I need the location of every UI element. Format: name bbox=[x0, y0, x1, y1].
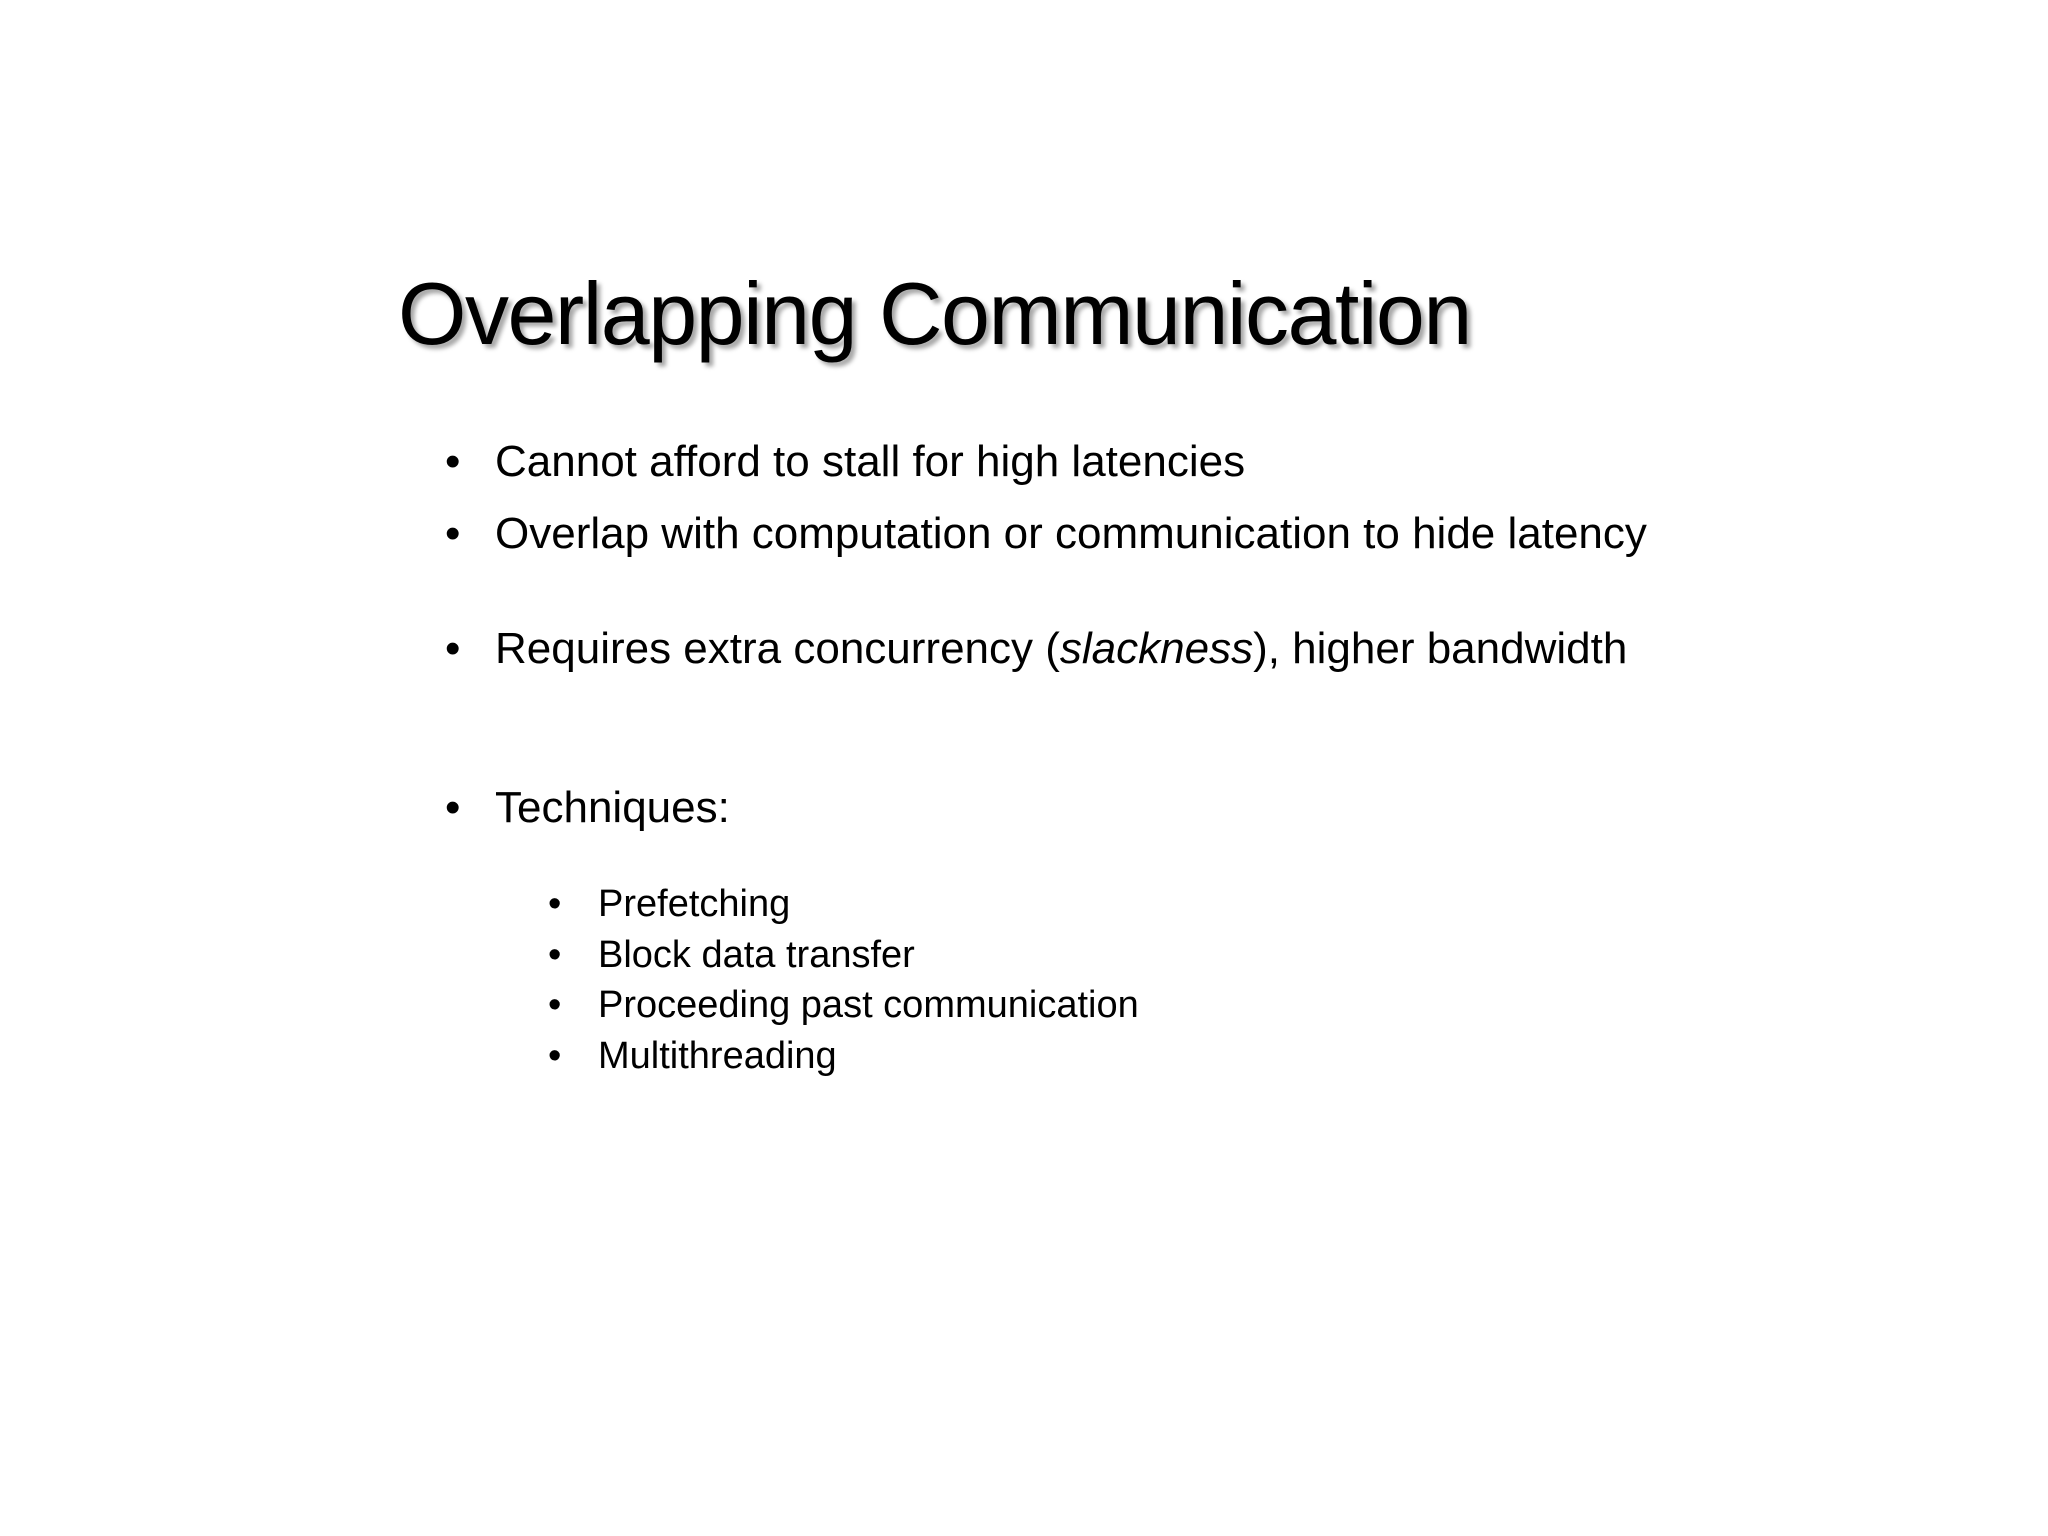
bullet-dot: • bbox=[548, 1035, 562, 1077]
sub-bullet-text: Prefetching bbox=[598, 883, 791, 925]
bullet-dot: • bbox=[548, 934, 562, 976]
sub-bullet-text: Multithreading bbox=[598, 1035, 837, 1077]
sub-bullet-text: Proceeding past communication bbox=[598, 984, 1139, 1026]
bullet-dot: • bbox=[548, 984, 562, 1026]
bullet-text: Techniques: bbox=[495, 783, 730, 832]
bullet-dot: • bbox=[548, 883, 562, 925]
bullet-dot: • bbox=[445, 624, 461, 673]
bullet-text-part: Requires extra concurrency ( bbox=[495, 624, 1060, 673]
bullet-text: Cannot afford to stall for high latencies bbox=[495, 437, 1246, 486]
sub-bullet-text: Block data transfer bbox=[598, 934, 915, 976]
bullet-dot: • bbox=[445, 437, 461, 486]
bullet-text-emphasis: slackness bbox=[1059, 624, 1254, 673]
slide-title: Overlapping Communication bbox=[398, 264, 1471, 363]
bullet-text-part: ), higher bandwidth bbox=[1253, 624, 1628, 673]
bullet-text: Overlap with computation or communication to hide latency bbox=[495, 509, 1647, 558]
bullet-dot: • bbox=[445, 509, 461, 558]
bullet-dot: • bbox=[445, 783, 461, 832]
bullet-text bbox=[495, 626, 1665, 672]
